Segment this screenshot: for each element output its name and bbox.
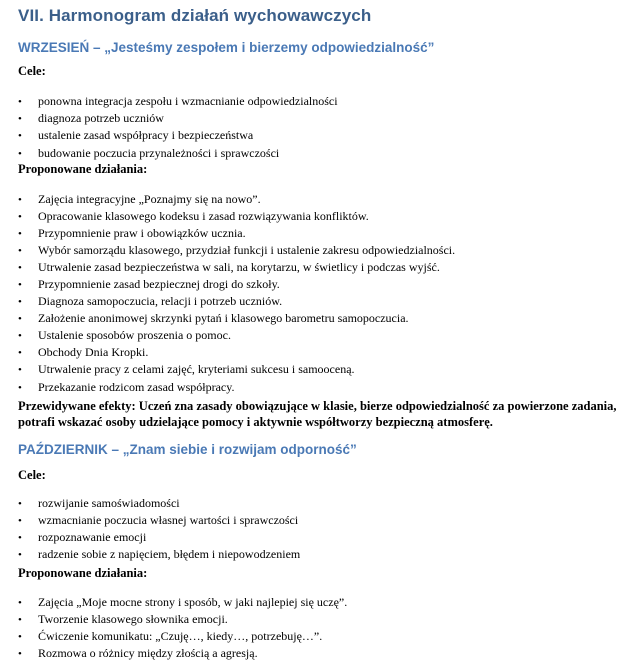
- bullet-icon: •: [18, 313, 22, 325]
- bullet-icon: •: [18, 631, 22, 643]
- list-item: • rozwijanie samoświadomości: [18, 496, 180, 510]
- list-item: • Ćwiczenie komunikatu: „Czuję…, kiedy…, potrzebuję…”.: [18, 629, 323, 643]
- list-item: • Przypomnienie zasad bezpiecznej drogi do szkoły.: [18, 277, 280, 291]
- list-item: • Obchody Dnia Kropki.: [18, 345, 149, 359]
- bullet-icon: •: [18, 194, 22, 206]
- list-item: • Utrwalenie pracy z celami zajęć, kryteriami sukcesu i samooceną.: [18, 362, 355, 376]
- list-item: • Ustalenie sposobów proszenia o pomoc.: [18, 328, 231, 342]
- list-item: • radzenie sobie z napięciem, błędem i niepowodzeniem: [18, 547, 301, 561]
- list-item: • Zajęcia „Moje mocne strony i sposób, w jaki najlepiej się uczę”.: [18, 595, 348, 609]
- bullet-icon: •: [18, 330, 22, 342]
- page-title: VII. Harmonogram działań wychowawczych: [18, 6, 372, 25]
- list-item: • budowanie poczucia przynależności i sprawczości: [18, 146, 280, 160]
- list-item: • wzmacnianie poczucia własnej wartości i sprawczości: [18, 513, 299, 527]
- bullet-icon: •: [18, 130, 22, 142]
- list-item: • diagnoza potrzeb uczniów: [18, 111, 164, 125]
- bullet-icon: •: [18, 279, 22, 291]
- bullet-icon: •: [18, 532, 22, 544]
- list-item: • Przypomnienie praw i obowiązków ucznia.: [18, 226, 246, 240]
- bullet-icon: •: [18, 597, 22, 609]
- list-item: • Wybór samorządu klasowego, przydział funkcji i ustalenie zakresu odpowiedzialności.: [18, 243, 456, 257]
- bullet-icon: •: [18, 262, 22, 274]
- bullet-icon: •: [18, 96, 22, 108]
- bullet-icon: •: [18, 347, 22, 359]
- bullet-icon: •: [18, 228, 22, 240]
- goals-label-september: Cele:: [18, 64, 46, 78]
- list-item: • Przekazanie rodzicom zasad współpracy.: [18, 380, 235, 394]
- actions-label-september: Proponowane działania:: [18, 162, 148, 176]
- bullet-icon: •: [18, 648, 22, 660]
- bullet-icon: •: [18, 614, 22, 626]
- goals-label-october: Cele:: [18, 468, 46, 482]
- list-item: • Diagnoza samopoczucia, relacji i potrzeb uczniów.: [18, 294, 283, 308]
- effects-paragraph-september: Przewidywane efekty: Uczeń zna zasady obowiązujące w klasie, bierze odpowiedzialność za powierzone zadania, potrafi wskazać osoby udzielające pomocy i aktywnie współtworzy bezpieczną atmosferę.: [18, 399, 617, 429]
- list-item: • ustalenie zasad współpracy i bezpieczeństwa: [18, 128, 254, 142]
- bullet-icon: •: [18, 364, 22, 376]
- bullet-icon: •: [18, 549, 22, 561]
- bullet-icon: •: [18, 515, 22, 527]
- bullet-icon: •: [18, 296, 22, 308]
- bullet-icon: •: [18, 211, 22, 223]
- list-item: • Opracowanie klasowego kodeksu i zasad rozwiązywania konfliktów.: [18, 209, 369, 223]
- list-item: • Założenie anonimowej skrzynki pytań i klasowego barometru samopoczucia.: [18, 311, 409, 325]
- list-item: • rozpoznawanie emocji: [18, 530, 147, 544]
- list-item: • ponowna integracja zespołu i wzmacnianie odpowiedzialności: [18, 94, 338, 108]
- bullet-icon: •: [18, 113, 22, 125]
- bullet-icon: •: [18, 498, 22, 510]
- list-item: • Tworzenie klasowego słownika emocji.: [18, 612, 228, 626]
- section-heading-october: PAŹDZIERNIK – „Znam siebie i rozwijam odporność”: [18, 442, 357, 457]
- list-item: • Utrwalenie zasad bezpieczeństwa w sali, na korytarzu, w świetlicy i podczas wyjść.: [18, 260, 440, 274]
- list-item: • Rozmowa o różnicy między złością a agresją.: [18, 646, 258, 660]
- section-heading-september: WRZESIEŃ – „Jesteśmy zespołem i bierzemy odpowiedzialność”: [18, 40, 435, 55]
- bullet-icon: •: [18, 148, 22, 160]
- actions-label-october: Proponowane działania:: [18, 566, 148, 580]
- bullet-icon: •: [18, 245, 22, 257]
- list-item: • Zajęcia integracyjne „Poznajmy się na nowo”.: [18, 192, 261, 206]
- bullet-icon: •: [18, 382, 22, 394]
